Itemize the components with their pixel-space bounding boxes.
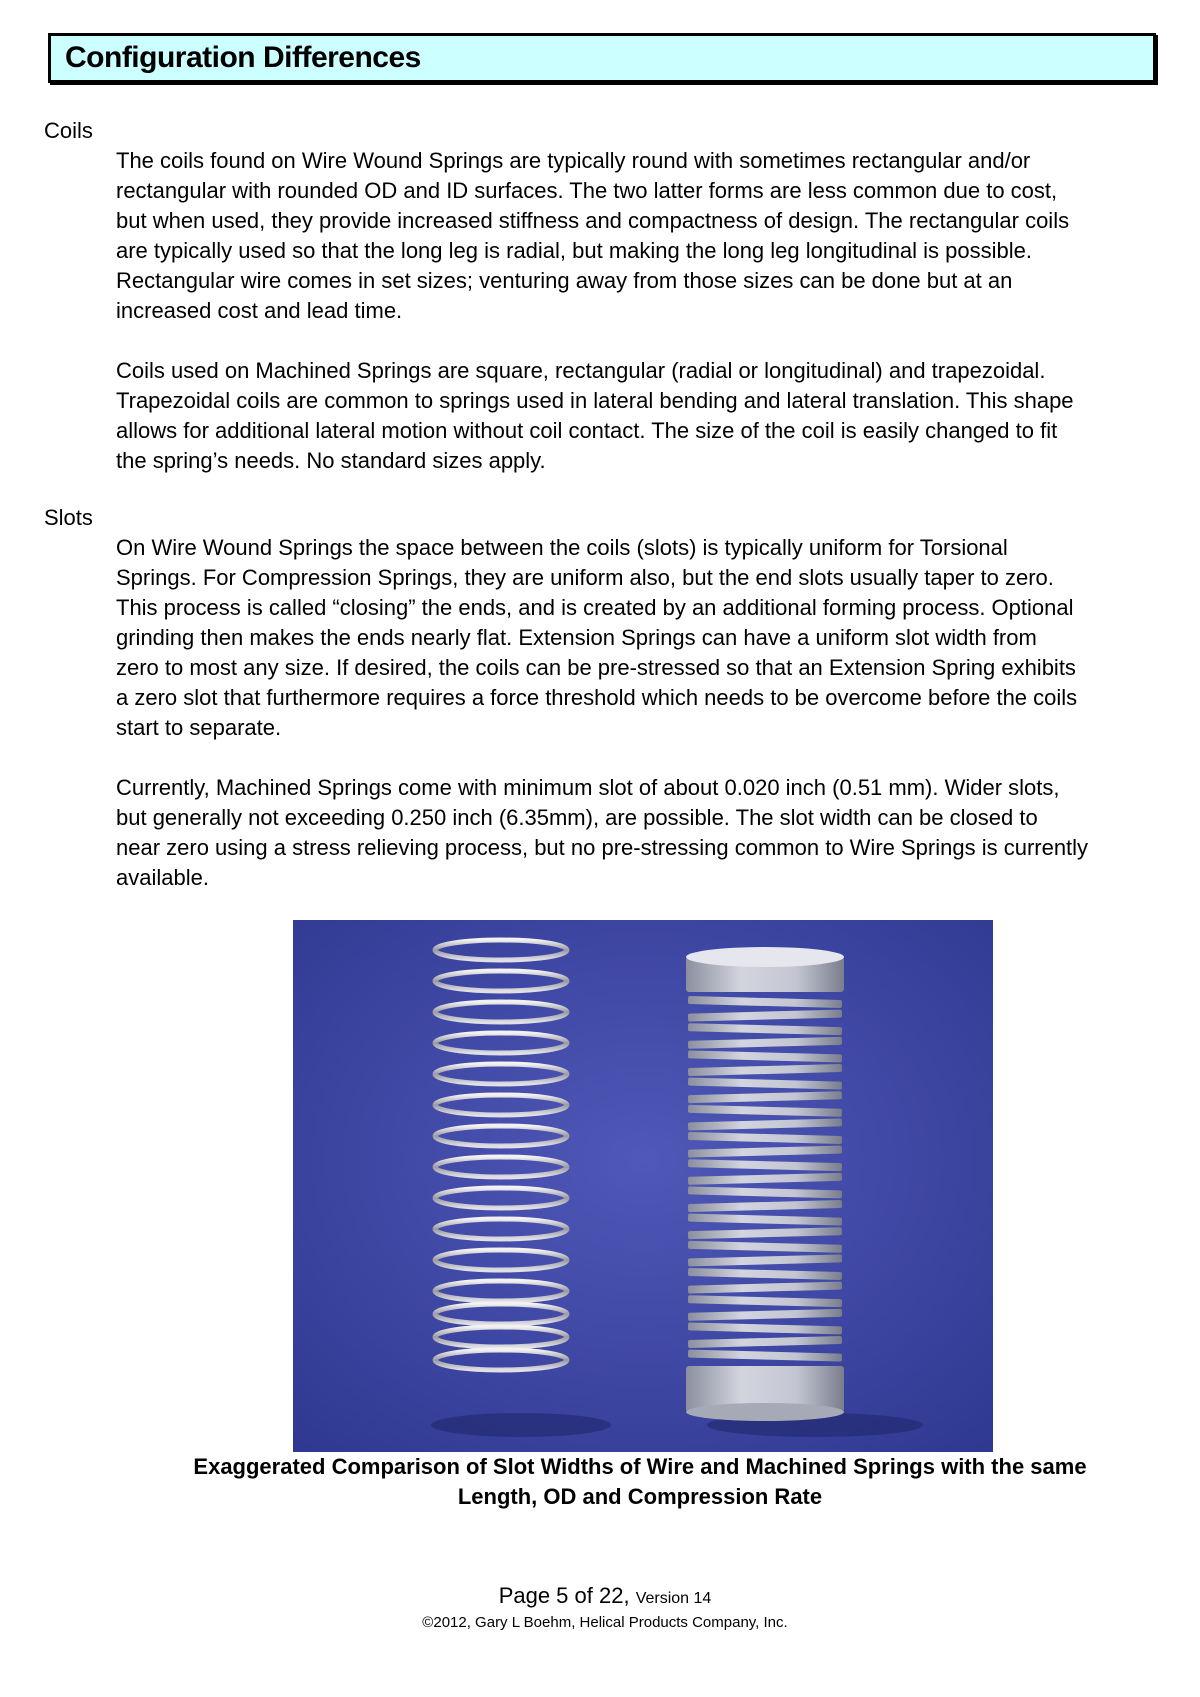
slots-paragraph-machined: Currently, Machined Springs come with minimum slot of about 0.020 inch (0.51 mm). Wider slots, but generally not exceeding 0.250 inch (6.35mm), are possible. The slot width can be closed to near zero using a stress relieving process, but no pre-stressing common to Wire Springs is currently available. xyxy=(116,775,1089,890)
section-label-coils: Coils xyxy=(44,118,93,143)
page-number xyxy=(0,1583,1200,1609)
section-label-slots: Slots xyxy=(44,505,93,530)
photo-background xyxy=(293,920,993,1452)
coils-paragraph-wire: The coils found on Wire Wound Springs are typically round with sometimes rectangular and/or rectangular with rounded OD and ID surfaces. The two latter forms are less common due to cost, but when used, they provide increased stiffness and compactness of design. The rectangular coils are typically used so that the long leg is radial, but making the long leg longitudinal is possible. Rectangular wire comes in set sizes; venturing away from those sizes can be done but at an increased cost and lead time. xyxy=(116,148,1070,323)
slots-paragraph-wire: On Wire Wound Springs the space between the coils (slots) is typically uniform for Torsional Springs. For Compression Springs, they are uniform also, but the end slots usually taper to zero. This process is called “closing” the ends, and is created by an additional forming process. Optional grinding then makes the ends nearly flat. Extension Springs can have a uniform slot width from zero to most any size. If desired, the coils can be pre-stressed so that an Extension Spring exhibits a zero slot that furthermore requires a force threshold which needs to be overcome before the coils start to separate. xyxy=(116,535,1078,740)
version-label: Version 14 xyxy=(635,1590,712,1607)
spring-comparison-photo xyxy=(293,920,993,1452)
page-title: Configuration Differences xyxy=(65,41,421,74)
copyright: ©2012, Gary L Boehm, Helical Products Company, Inc. xyxy=(422,1614,788,1631)
coils-paragraph-machined: Coils used on Machined Springs are square, rectangular (radial or longitudinal) and trapezoidal. Trapezoidal coils are common to springs used in lateral bending and lateral translation. This shape allows for additional lateral motion without coil contact. The size of the coil is easily changed to fit the spring’s needs. No standard sizes apply. xyxy=(116,358,1074,473)
wire-spring-shadow xyxy=(431,1413,611,1437)
figure-caption: Exaggerated Comparison of Slot Widths of Wire and Machined Springs with the same Length, OD and Compression Rate xyxy=(193,1454,1087,1509)
title-banner xyxy=(48,33,1156,83)
page-count: Page 5 of 22, xyxy=(498,1583,630,1608)
